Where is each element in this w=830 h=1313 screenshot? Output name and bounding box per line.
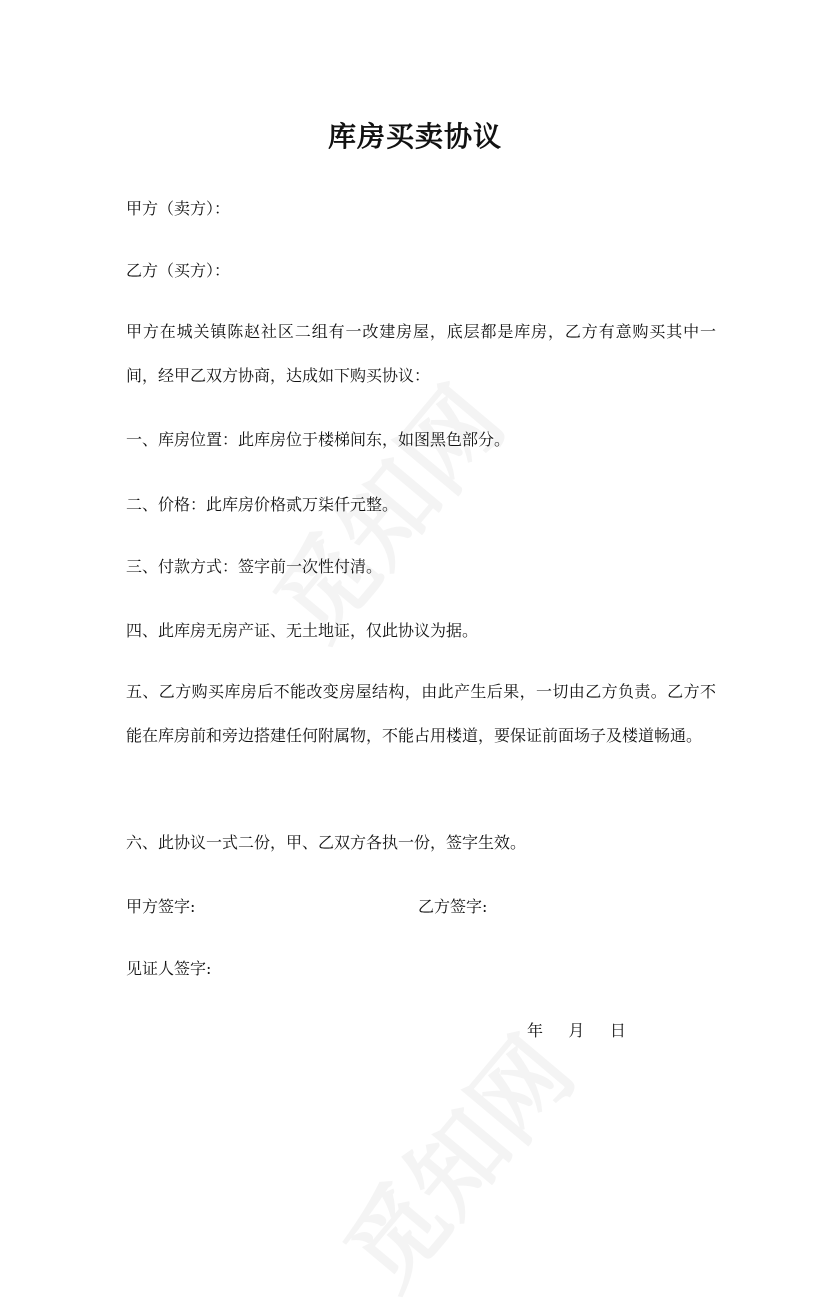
clause-price: 二、价格：此库房价格贰万柒仟元整。	[126, 495, 399, 514]
clause-payment: 三、付款方式：签字前一次性付清。	[126, 557, 383, 576]
party-a-signature: 甲方签字:	[126, 897, 196, 916]
party-b-signature: 乙方签字:	[418, 897, 488, 916]
party-a-label: 甲方（卖方）：	[126, 199, 231, 218]
watermark	[309, 1004, 599, 1313]
party-b-label: 乙方（买方）：	[126, 261, 231, 280]
witness-signature: 见证人签字:	[126, 959, 212, 978]
clause-location: 一、库房位置：此库房位于楼梯间东，如图黑色部分。	[126, 430, 511, 449]
document-title: 库房买卖协议	[327, 120, 502, 153]
clause-copies: 六、此协议一式二份，甲、乙双方各执一份，签字生效。	[126, 833, 527, 852]
intro-paragraph: 甲方在城关镇陈赵社区二组有一改建房屋，底层都是库房，乙方有意购买其中一间，经甲乙双方协商，达成如下购买协议：	[126, 322, 716, 385]
clause-certificate: 四、此库房无房产证、无土地证，仅此协议为据。	[126, 621, 479, 640]
date-line: 年 月 日	[527, 1021, 626, 1040]
clause-responsibility: 五、乙方购买库房后不能改变房屋结构，由此产生后果，一切由乙方负责。乙方不能在库房前和旁边搭建任何附属物，不能占用楼道，要保证前面场子及楼道畅通。	[126, 682, 716, 745]
